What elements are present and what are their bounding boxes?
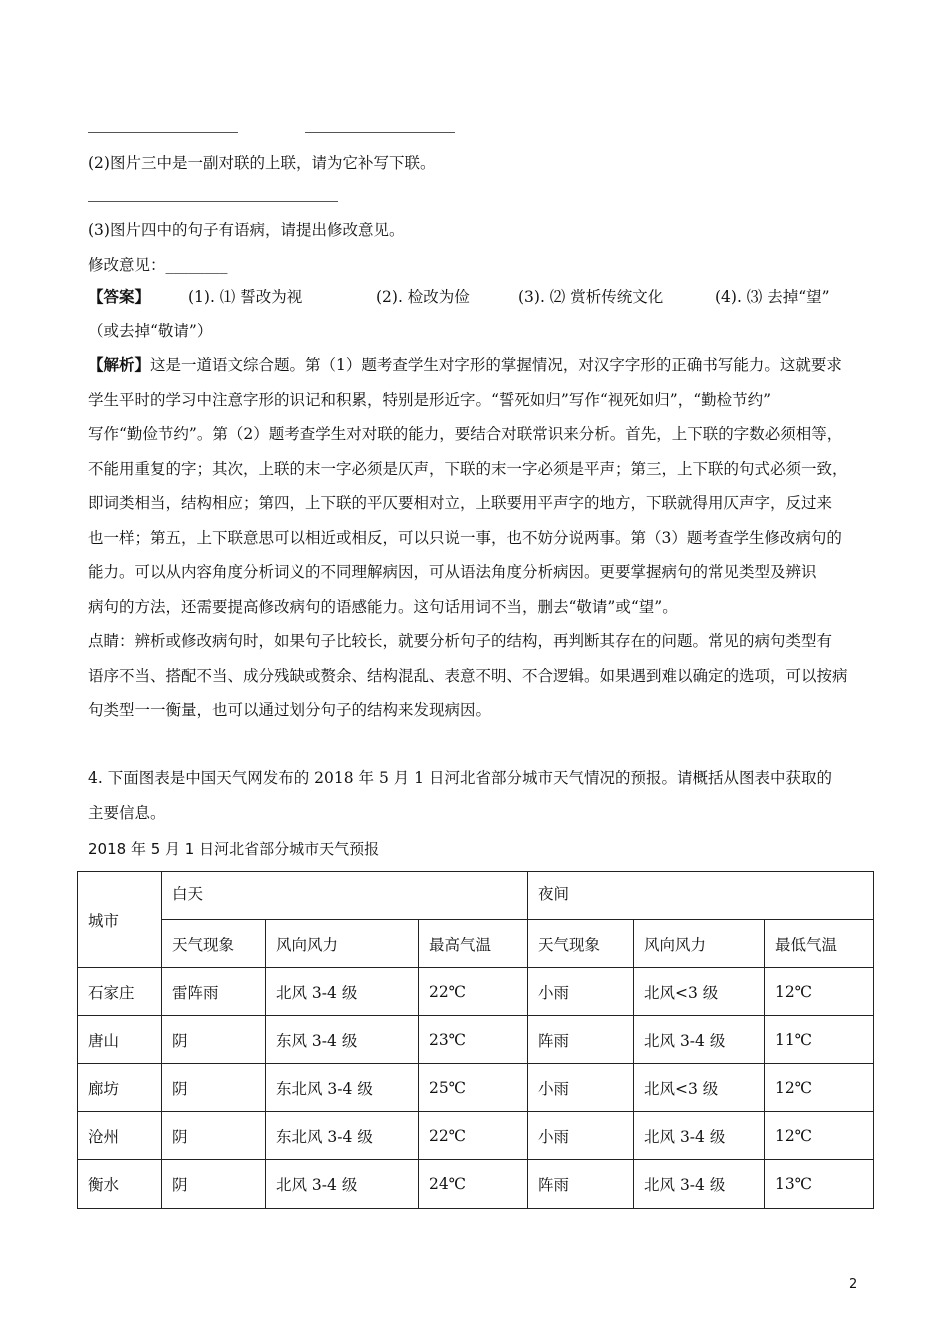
answer-line	[0, 287, 950, 309]
table-cell: 北风<3 级	[634, 1064, 765, 1112]
sub-header: 最高气温	[419, 920, 528, 968]
table-cell: 北风<3 级	[634, 968, 765, 1016]
table-header-row	[78, 872, 874, 920]
table-cell: 小雨	[528, 1112, 634, 1160]
page-number: 2	[849, 1277, 858, 1292]
table-cell: 12℃	[765, 968, 874, 1016]
revision-prompt: 修改意见：________	[88, 256, 228, 274]
table-cell: 北风 3-4 级	[634, 1112, 765, 1160]
analysis-line: 学生平时的学习中注意字形的识记和积累，特别是形近字。“誓死如归”写作“视死如归”，“勤检节约”	[88, 390, 772, 409]
tip-line: 点睛：辨析或修改病句时，如果句子比较长，就要分析句子的结构，再判断其存在的问题。常见的病句类型有	[88, 632, 833, 650]
question-2-text: (2)图片三中是一副对联的上联，请为它补写下联。	[88, 154, 436, 172]
answer-blank-line-3	[88, 201, 338, 202]
question-3-text: (3)图片四中的句子有语病，请提出修改意见。	[88, 221, 405, 239]
question-4-paragraph	[88, 768, 868, 837]
sub-header: 风向风力	[634, 920, 765, 968]
question-4-line: 主要信息。	[88, 803, 166, 822]
table-cell: 阵雨	[528, 1160, 634, 1209]
table-cell: 东风 3-4 级	[266, 1016, 419, 1064]
table-cell: 北风 3-4 级	[266, 1160, 419, 1209]
table-cell: 衡水	[78, 1160, 162, 1209]
analysis-line: 不能用重复的字；其次，上联的末一字必须是仄声，下联的末一字必须是平声；第三，上下联的句式必须一致，	[88, 459, 848, 478]
table-cell: 北风 3-4 级	[266, 968, 419, 1016]
table-cell: 11℃	[765, 1016, 874, 1064]
table-row	[78, 1064, 874, 1112]
table-cell: 小雨	[528, 1064, 634, 1112]
table-cell: 阴	[162, 1064, 266, 1112]
answer-item-3: (3). ⑵ 赏析传统文化	[518, 288, 664, 306]
day-header: 白天	[162, 872, 528, 920]
analysis-label: 【解析】	[88, 355, 151, 374]
sub-header: 天气现象	[528, 920, 634, 968]
answer-blank-line-2	[305, 132, 455, 133]
table-cell: 廊坊	[78, 1064, 162, 1112]
table-cell: 23℃	[419, 1016, 528, 1064]
weather-forecast-table	[77, 871, 874, 1209]
tip-paragraph	[88, 631, 868, 735]
table-cell: 石家庄	[78, 968, 162, 1016]
table-cell: 12℃	[765, 1064, 874, 1112]
table-cell: 小雨	[528, 968, 634, 1016]
table-cell: 北风 3-4 级	[634, 1160, 765, 1209]
analysis-line: 写作“勤俭节约”。第（2）题考查学生对对联的能力，要结合对联常识来分析。首先，上下联的字数必须相等，	[88, 425, 843, 443]
analysis-line: 【解析】这是一道语文综合题。第（1）题考查学生对字形的掌握情况，对汉字字形的正确书写能力。这就要求	[88, 355, 842, 374]
table-cell: 阴	[162, 1160, 266, 1209]
answer-item-4-continued: （或去掉“敬请”）	[88, 322, 213, 340]
analysis-line: 即词类相当，结构相应；第四，上下联的平仄要相对立，上联要用平声字的地方，下联就得用仄声字，反过来	[88, 494, 833, 512]
city-header: 城市	[78, 872, 162, 968]
answer-label: 【答案】	[88, 287, 151, 306]
table-cell: 13℃	[765, 1160, 874, 1209]
table-cell: 北风 3-4 级	[634, 1016, 765, 1064]
table-cell: 东北风 3-4 级	[266, 1064, 419, 1112]
analysis-line: 能力。可以从内容角度分析词义的不同理解病因，可从语法角度分析病因。更要掌握病句的常见类型及辨识	[88, 563, 817, 581]
question-4-line: 4. 下面图表是中国天气网发布的 2018 年 5 月 1 日河北省部分城市天气情况的预报。请概括从图表中获取的	[88, 769, 832, 787]
table-cell: 唐山	[78, 1016, 162, 1064]
table-row	[78, 1016, 874, 1064]
table-cell: 阴	[162, 1112, 266, 1160]
sub-header: 风向风力	[266, 920, 419, 968]
answer-blank-line-1	[88, 132, 238, 133]
analysis-paragraph	[88, 355, 868, 631]
analysis-line: 也一样；第五，上下联意思可以相近或相反，可以只说一事，也不妨分说两事。第（3）题考查学生修改病句的	[88, 528, 842, 547]
table-cell: 22℃	[419, 1112, 528, 1160]
table-cell: 阴	[162, 1016, 266, 1064]
tip-line: 句类型一一衡量，也可以通过划分句子的结构来发现病因。	[88, 701, 492, 719]
answer-item-1: (1). ⑴ 誓改为视	[188, 288, 303, 306]
table-row	[78, 968, 874, 1016]
table-cell: 东北风 3-4 级	[266, 1112, 419, 1160]
answer-item-4: (4). ⑶ 去掉“望”	[715, 288, 830, 306]
table-caption: 2018 年 5 月 1 日河北省部分城市天气预报	[88, 840, 380, 858]
table-cell: 22℃	[419, 968, 528, 1016]
table-cell: 雷阵雨	[162, 968, 266, 1016]
table-subheader-row	[78, 920, 874, 968]
tip-line: 语序不当、搭配不当、成分残缺或赘余、结构混乱、表意不明、不合逻辑。如果遇到难以确定的选项，可以按病	[88, 666, 848, 685]
table-cell: 沧州	[78, 1112, 162, 1160]
sub-header: 天气现象	[162, 920, 266, 968]
night-header: 夜间	[528, 872, 874, 920]
table-cell: 25℃	[419, 1064, 528, 1112]
table-cell: 12℃	[765, 1112, 874, 1160]
table-cell: 24℃	[419, 1160, 528, 1209]
analysis-line: 病句的方法，还需要提高修改病句的语感能力。这句话用词不当，删去“敬请”或“望”。	[88, 597, 678, 616]
answer-item-2: (2). 检改为俭	[376, 288, 470, 306]
table-row	[78, 1160, 874, 1209]
table-cell: 阵雨	[528, 1016, 634, 1064]
table-row	[78, 1112, 874, 1160]
sub-header: 最低气温	[765, 920, 874, 968]
